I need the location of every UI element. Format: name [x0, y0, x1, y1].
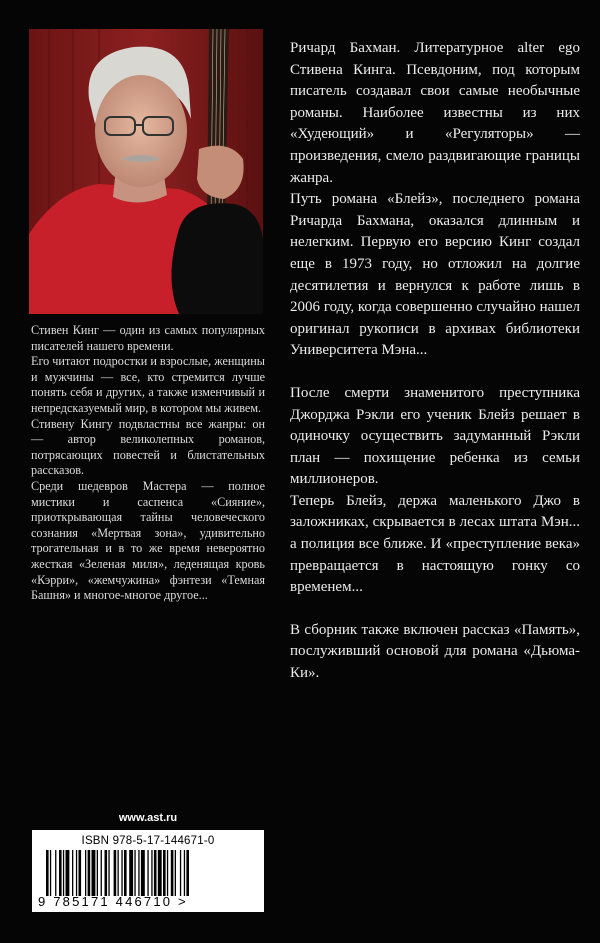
barcode-bar	[147, 850, 148, 896]
author-bio	[31, 323, 265, 604]
annotation-paragraph: Теперь Блейз, держа маленького Джо в заложниках, скрывается в лесах штата Мэн... а полиция все ближе. И «преступление века» превращается в настоящую гонку со временем...	[290, 492, 580, 596]
isbn-label: ISBN 978-5-17-144671-0	[81, 835, 215, 847]
barcode-bar	[124, 850, 127, 896]
barcode-bar	[184, 850, 185, 896]
barcode-bar	[138, 850, 139, 896]
barcode-bar	[50, 850, 51, 896]
annotation-paragraph: После смерти знаменитого преступника Джорджа Рэкли его ученик Блейз решает в одиночку осуществить задуманный Рэкли план — похищение ребенка из семьи миллионеров.	[290, 384, 580, 488]
barcode-digits: 9 785171 446710 >	[38, 894, 188, 909]
barcode-bar	[129, 850, 133, 896]
barcode-bar	[180, 850, 181, 896]
barcode-bar	[158, 850, 162, 896]
author-portrait-image	[29, 29, 263, 314]
barcode-bar	[101, 850, 102, 896]
barcode-bar	[105, 850, 108, 896]
barcode-bar	[163, 850, 166, 896]
barcode-bar	[97, 850, 98, 896]
barcode-bar	[121, 850, 122, 896]
barcode-bar	[66, 850, 70, 896]
bio-paragraph: Его читают подростки и взрослые, женщины и мужчины — все, кто стремится лучше понять себя и других, а также изменчивый и непредсказуемый мир, в котором мы живем.	[31, 354, 265, 415]
barcode-bar	[63, 850, 64, 896]
author-photo	[29, 29, 263, 314]
book-annotation	[290, 38, 580, 685]
bio-paragraph: Стивен Кинг — один из самых популярных писателей нашего времени.	[31, 323, 265, 353]
barcode-bar	[79, 850, 82, 896]
barcode-bar	[72, 850, 73, 896]
bio-paragraph: Стивену Кингу подвластны все жанры: он — автор великолепных романов, потрясающих повестей и блистательных рассказов.	[31, 416, 265, 478]
barcode-icon	[38, 850, 258, 896]
barcode-block	[32, 830, 264, 912]
barcode-bar	[114, 850, 117, 896]
barcode-bar	[167, 850, 168, 896]
barcode-bar	[154, 850, 157, 896]
barcode-bar	[175, 850, 176, 896]
barcode-bar	[134, 850, 135, 896]
barcode-bar	[141, 850, 145, 896]
barcode-bar	[55, 850, 56, 896]
barcode-bar	[76, 850, 77, 896]
barcode-bar	[59, 850, 62, 896]
annotation-paragraph: Путь романа «Блейз», последнего романа Ричарда Бахмана, оказался длинным и нелегким. Первую его версию Кинг создал еще в 1973 году, но отложил на долгие десятилетия и вернулся к работе лишь в 2006 году, когда совершенно случайно нашел оригинал рукописи в архивах библиотеки Университета Мэна...	[290, 191, 580, 359]
annotation-paragraph: В сборник также включен рассказ «Память», послуживший основой для романа «Дьюма-Ки».	[290, 621, 580, 682]
barcode-bar	[108, 850, 109, 896]
barcode-bar	[151, 850, 152, 896]
barcode-bar	[46, 850, 49, 896]
barcode-bar	[88, 850, 91, 896]
publisher-url: www.ast.ru	[118, 812, 178, 824]
barcode-bar	[118, 850, 119, 896]
barcode-bar	[92, 850, 96, 896]
barcode-bar	[186, 850, 189, 896]
barcode-bar	[171, 850, 174, 896]
annotation-paragraph: Ричард Бахман. Литературное alter ego Стивена Кинга. Псевдоним, под которым писатель создавал свои самые необычные романы. Наиболее известны из них «Худеющий» и «Регуляторы» — произведения, смело раздвигающие границы жанра.	[290, 40, 580, 186]
bio-paragraph: Среди шедевров Мастера — полное мистики и саспенса «Сияние», приоткрывающая тайны человеческого сознания «Мертвая зона», удивительно трогательная и в то же время невероятно жесткая «Зеленая миля», леденящая кровь «Кэрри», «жемчужина» фэнтези «Темная Башня» и многое-многое другое...	[31, 478, 265, 603]
barcode-bar	[85, 850, 86, 896]
